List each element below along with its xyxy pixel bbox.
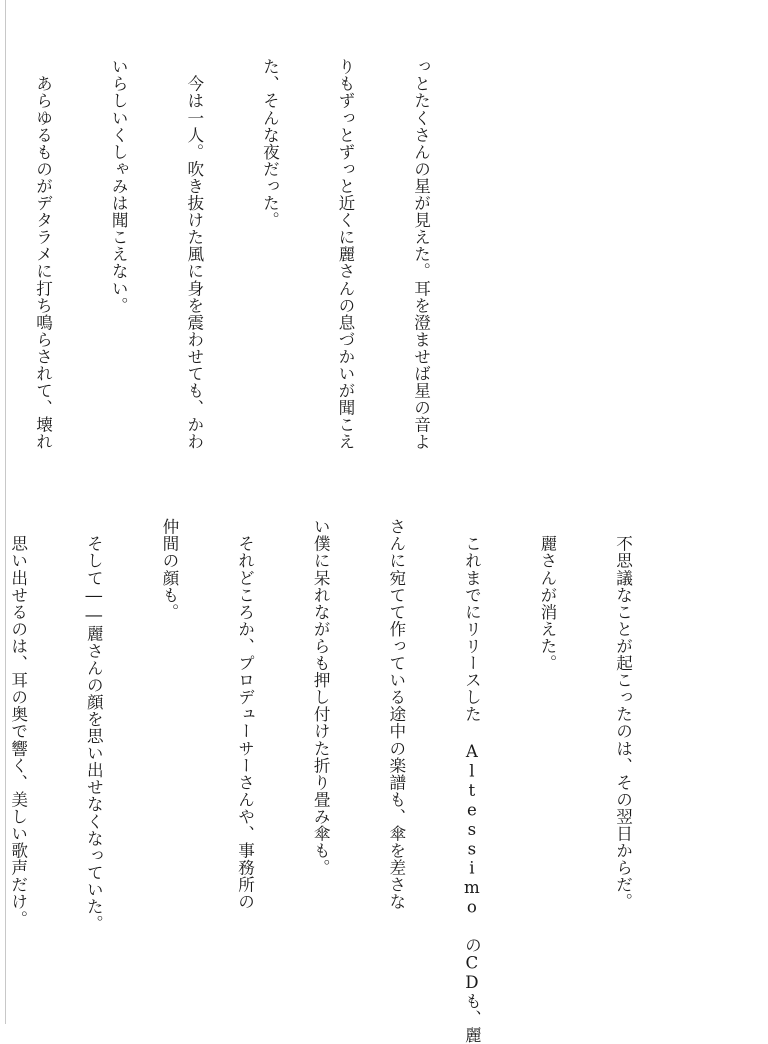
text-line: これまでにリリースした Altessimo のCDも、麗: [462, 518, 482, 1044]
text-line: そして――麗さんの顔を思い出せなくなっていた。: [84, 518, 104, 932]
text-line: 思い出せるのは、耳の奥で響く、美しい歌声だけ。: [8, 518, 28, 928]
text-line: あらゆるものがデタラメに打ち鳴らされて、壊れ: [33, 58, 53, 451]
text-line: さんに宛てて作っている途中の楽譜も、傘を差さな: [386, 518, 406, 911]
text-line: いらしいくしゃみは聞こえない。: [109, 58, 129, 314]
text-line: りもずっとずっと近くに麗さんの息づかいが聞こえ: [335, 58, 355, 451]
bottom-text-block: [8, 518, 686, 1044]
text-line: 今は一人。吹き抜けた風に身を震わせても、かわ: [184, 58, 204, 451]
text-line: 麗さんが消えた。: [537, 518, 557, 672]
text-line: 仲間の顔も。: [159, 518, 179, 621]
top-text-block: [33, 58, 484, 498]
text-line: それどころか、プロデューサーさんや、事務所の: [235, 518, 255, 911]
text-line: た、そんな夜だった。: [260, 58, 280, 229]
text-line: っとたくさんの星が見えた。耳を澄ませば星の音よ: [411, 58, 431, 451]
text-line: い僕に呆れながらも押し付けた折り畳み傘も。: [311, 518, 331, 877]
text-line: 不思議なことが起こったのは、その翌日からだ。: [613, 518, 633, 911]
